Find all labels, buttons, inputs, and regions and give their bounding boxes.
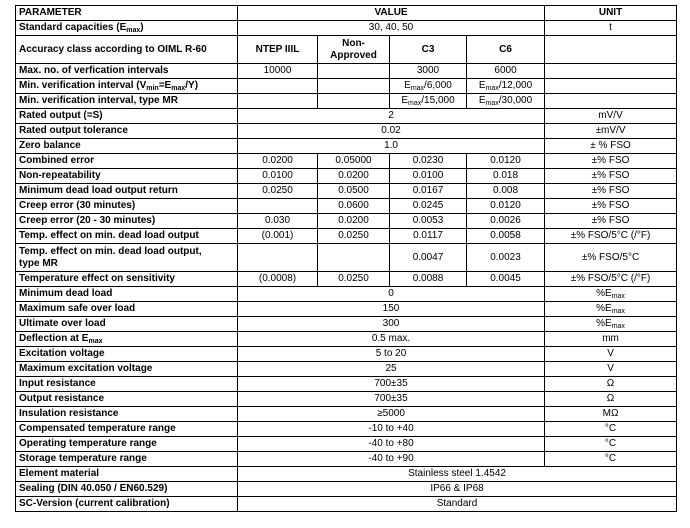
table-row: [16, 467, 677, 482]
row-label: Temp. effect on min. dead load output: [16, 229, 238, 244]
table-row: [16, 21, 677, 36]
row-unit: °C: [545, 422, 677, 437]
table-row: [16, 124, 677, 139]
table-row: [16, 407, 677, 422]
row-unit: [545, 36, 677, 64]
row-label: Rated output (=S): [16, 109, 238, 124]
row-value: Stainless steel 1.4542: [238, 467, 677, 482]
row-value: 700±35: [238, 392, 545, 407]
row-unit: $\%E_{max}$: [545, 302, 677, 317]
table-row: [16, 184, 677, 199]
row-unit: ± % FSO: [545, 139, 677, 154]
cell-c6: 0.0045: [467, 272, 545, 287]
cell-ntep: (0.0008): [238, 272, 318, 287]
row-unit: $\%E_{max}$: [545, 317, 677, 332]
row-value: 1.0: [238, 139, 545, 154]
row-unit: ±mV/V: [545, 124, 677, 139]
table-row: [16, 452, 677, 467]
table-row: [16, 482, 677, 497]
row-unit: Ω: [545, 377, 677, 392]
cell-ntep: [238, 79, 318, 94]
value-header: VALUE: [238, 6, 545, 21]
row-unit: mm: [545, 332, 677, 347]
row-value: IP66 & IP68: [238, 482, 677, 497]
cell-c3: $E_{max}/15,000$: [390, 94, 467, 109]
row-label: Input resistance: [16, 377, 238, 392]
cell-c3: 3000: [390, 64, 467, 79]
table-row: [16, 154, 677, 169]
row-label: Output resistance: [16, 392, 238, 407]
cell-ntep: 0.0200: [238, 154, 318, 169]
row-label: Zero balance: [16, 139, 238, 154]
row-label: Minimum dead load: [16, 287, 238, 302]
cell-ntep: [238, 94, 318, 109]
row-label: Rated output tolerance: [16, 124, 238, 139]
cell-c6: 0.018: [467, 169, 545, 184]
cell-c3: 0.0053: [390, 214, 467, 229]
cell-c3: $E_{max}/6,000$: [390, 79, 467, 94]
row-unit: V: [545, 362, 677, 377]
row-unit: °C: [545, 452, 677, 467]
table-row: [16, 94, 677, 109]
cell-non-approved: [318, 244, 390, 272]
row-value: -10 to +40: [238, 422, 545, 437]
row-value: 300: [238, 317, 545, 332]
table-row: [16, 79, 677, 94]
row-value: 0.5 max.: [238, 332, 545, 347]
cell-non-approved: 0.0200: [318, 169, 390, 184]
row-unit: t: [545, 21, 677, 36]
row-label: Min. verification interval $(V_{min}=E_{max}/Y)$: [16, 79, 238, 94]
cell-c3: 0.0245: [390, 199, 467, 214]
cell-ntep: 0.0100: [238, 169, 318, 184]
row-label: Creep error (20 - 30 minutes): [16, 214, 238, 229]
row-value: 700±35: [238, 377, 545, 392]
unit-header: UNIT: [545, 6, 677, 21]
table-row: [16, 377, 677, 392]
table-row: [16, 229, 677, 244]
table-row: [16, 109, 677, 124]
col-ntep: NTEP IIIL: [238, 36, 318, 64]
cell-non-approved: 0.0600: [318, 199, 390, 214]
table-row: [16, 139, 677, 154]
row-label: Excitation voltage: [16, 347, 238, 362]
cell-c3: 0.0100: [390, 169, 467, 184]
header-row: [16, 6, 677, 21]
row-label: Standard capacities $(E_{max})$: [16, 21, 238, 36]
cell-c6: 0.0023: [467, 244, 545, 272]
row-label: Storage temperature range: [16, 452, 238, 467]
row-value: -40 to +90: [238, 452, 545, 467]
table-row: [16, 214, 677, 229]
cell-c6: 0.0120: [467, 154, 545, 169]
row-unit: Ω: [545, 392, 677, 407]
cell-c6: 0.0120: [467, 199, 545, 214]
row-label: Insulation resistance: [16, 407, 238, 422]
row-label: Maximum safe over load: [16, 302, 238, 317]
row-unit: mV/V: [545, 109, 677, 124]
row-value: 2: [238, 109, 545, 124]
cell-ntep: 10000: [238, 64, 318, 79]
cell-non-approved: 0.0500: [318, 184, 390, 199]
row-value: 150: [238, 302, 545, 317]
row-value: 0: [238, 287, 545, 302]
cell-ntep: 0.0250: [238, 184, 318, 199]
table-row: [16, 422, 677, 437]
col-c3: C3: [390, 36, 467, 64]
row-value: 25: [238, 362, 545, 377]
row-unit: [545, 94, 677, 109]
table-row: [16, 244, 677, 272]
cell-non-approved: 0.0200: [318, 214, 390, 229]
cell-ntep: [238, 244, 318, 272]
row-value: -40 to +80: [238, 437, 545, 452]
col-c6: C6: [467, 36, 545, 64]
row-unit: ±% FSO/5°C: [545, 244, 677, 272]
row-label: Operating temperature range: [16, 437, 238, 452]
table-row: [16, 497, 677, 512]
table-row: [16, 169, 677, 184]
cell-c6: 0.0058: [467, 229, 545, 244]
row-value: 0.02: [238, 124, 545, 139]
cell-c6: 0.008: [467, 184, 545, 199]
row-value: ≥5000: [238, 407, 545, 422]
row-label: Ultimate over load: [16, 317, 238, 332]
specification-table: [15, 5, 677, 512]
table-row: [16, 347, 677, 362]
row-unit: MΩ: [545, 407, 677, 422]
row-value: Standard: [238, 497, 677, 512]
row-unit: $\%E_{max}$: [545, 287, 677, 302]
cell-non-approved: [318, 94, 390, 109]
row-label: Maximum excitation voltage: [16, 362, 238, 377]
cell-non-approved: 0.0250: [318, 272, 390, 287]
row-value: 5 to 20: [238, 347, 545, 362]
row-unit: [545, 64, 677, 79]
row-label: Combined error: [16, 154, 238, 169]
row-unit: ±% FSO: [545, 154, 677, 169]
row-label: Max. no. of verfication intervals: [16, 64, 238, 79]
row-label: Min. verification interval, type MR: [16, 94, 238, 109]
cell-c3: 0.0047: [390, 244, 467, 272]
cell-c3: 0.0167: [390, 184, 467, 199]
col-non-approved: Non- Approved: [318, 36, 390, 64]
cell-c3: 0.0117: [390, 229, 467, 244]
cell-non-approved: [318, 79, 390, 94]
row-unit: ±% FSO: [545, 199, 677, 214]
table-row: [16, 199, 677, 214]
row-label: Deflection at $E_{max}$: [16, 332, 238, 347]
table-row: [16, 287, 677, 302]
table-row: [16, 437, 677, 452]
table-row: [16, 64, 677, 79]
table-row: [16, 36, 677, 64]
row-unit: [545, 79, 677, 94]
table-row: [16, 362, 677, 377]
row-label: Compensated temperature range: [16, 422, 238, 437]
cell-c6: 0.0026: [467, 214, 545, 229]
cell-c6: 6000: [467, 64, 545, 79]
row-unit: °C: [545, 437, 677, 452]
cell-c3: 0.0088: [390, 272, 467, 287]
cell-non-approved: 0.0250: [318, 229, 390, 244]
row-unit: V: [545, 347, 677, 362]
row-label: Accuracy class according to OIML R-60: [16, 36, 238, 64]
cell-c6: $E_{max}/30,000$: [467, 94, 545, 109]
row-unit: ±% FSO: [545, 214, 677, 229]
cell-non-approved: [318, 64, 390, 79]
row-label: Minimum dead load output return: [16, 184, 238, 199]
cell-ntep: (0.001): [238, 229, 318, 244]
table-row: [16, 317, 677, 332]
parameter-header: PARAMETER: [16, 6, 238, 21]
row-label: Element material: [16, 467, 238, 482]
row-unit: ±% FSO: [545, 184, 677, 199]
cell-non-approved: 0.05000: [318, 154, 390, 169]
table-row: [16, 392, 677, 407]
table-row: [16, 332, 677, 347]
row-value: 30, 40, 50: [238, 21, 545, 36]
row-label: Non-repeatability: [16, 169, 238, 184]
row-unit: ±% FSO/5°C (/°F): [545, 272, 677, 287]
table-row: [16, 302, 677, 317]
cell-ntep: [238, 199, 318, 214]
cell-ntep: 0.030: [238, 214, 318, 229]
row-label: Creep error (30 minutes): [16, 199, 238, 214]
row-label: Temp. effect on min. dead load output, type MR: [16, 244, 238, 272]
row-unit: ±% FSO: [545, 169, 677, 184]
row-label: Sealing (DIN 40.050 / EN60.529): [16, 482, 238, 497]
cell-c3: 0.0230: [390, 154, 467, 169]
row-label: SC-Version (current calibration): [16, 497, 238, 512]
row-unit: ±% FSO/5°C (/°F): [545, 229, 677, 244]
table-row: [16, 272, 677, 287]
cell-c6: $E_{max}/12,000$: [467, 79, 545, 94]
row-label: Temperature effect on sensitivity: [16, 272, 238, 287]
